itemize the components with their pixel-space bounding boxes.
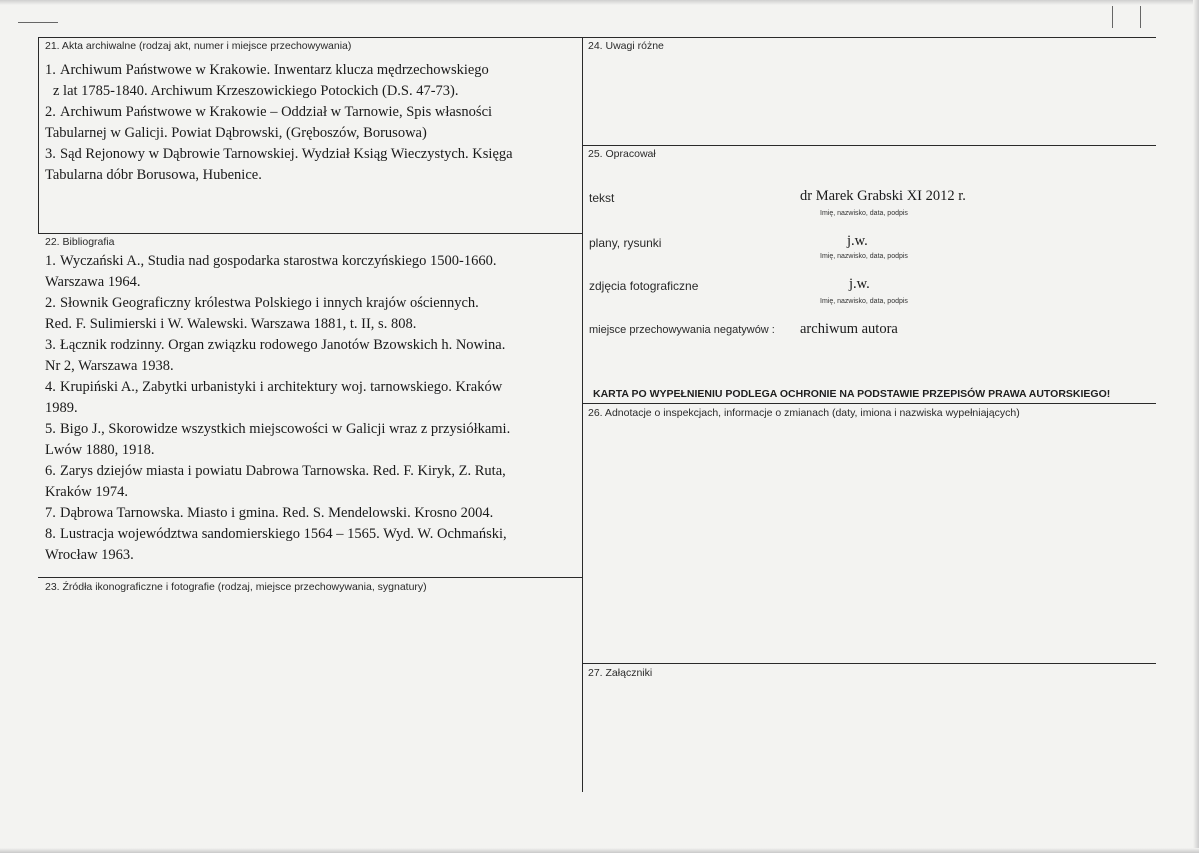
rule-s23 bbox=[38, 577, 582, 578]
bibliography-list bbox=[45, 251, 510, 566]
bibliography-item-cont: Wrocław 1963. bbox=[45, 547, 134, 563]
archive-item-cont: Tabularnej w Galicji. Powiat Dąbrowski, (Gręboszów, Borusowa) bbox=[45, 125, 427, 141]
tekst-value: dr Marek Grabski XI 2012 r. bbox=[800, 188, 966, 204]
section-27-label: 27. Załączniki bbox=[588, 667, 653, 679]
archive-item-cont: z lat 1785-1840. Archiwum Krzeszowickiego Potockich (D.S. 47-73). bbox=[53, 83, 459, 99]
rule-s26 bbox=[582, 403, 1156, 404]
section-22-label: 22. Bibliografia bbox=[45, 236, 115, 248]
archives-list bbox=[45, 60, 513, 186]
scan-edge-top bbox=[0, 0, 1199, 5]
corner-mark bbox=[18, 22, 58, 23]
archive-item-cont: Tabularna dóbr Borusowa, Hubenice. bbox=[45, 167, 262, 183]
bibliography-item: 8. Lustracja województwa sandomierskiego 1564 – 1565. Wyd. W. Ochmański, bbox=[45, 526, 507, 542]
copyright-notice: KARTA PO WYPEŁNIENIU PODLEGA OCHRONIE NA PODSTAWIE PRZEPISÓW PRAWA AUTORSKIEGO! bbox=[593, 388, 1111, 400]
section-24-label: 24. Uwagi różne bbox=[588, 40, 664, 52]
center-divider bbox=[582, 37, 583, 792]
bibliography-item: 6. Zarys dziejów miasta i powiatu Dabrowa Tarnowska. Red. F. Kiryk, Z. Ruta, bbox=[45, 463, 506, 479]
negatywy-value: archiwum autora bbox=[800, 321, 898, 337]
bibliography-item: 7. Dąbrowa Tarnowska. Miasto i gmina. Red. S. Mendelowski. Krosno 2004. bbox=[45, 505, 494, 521]
bibliography-item-cont: Lwów 1880, 1918. bbox=[45, 442, 155, 458]
negatywy-label: miejsce przechowywania negatywów : bbox=[589, 324, 775, 336]
bibliography-item-cont: Red. F. Sulimierski i W. Walewski. Warszawa 1881, t. II, s. 808. bbox=[45, 316, 417, 332]
section-23-label: 23. Źródła ikonograficzne i fotografie (rodzaj, miejsce przechowywania, sygnatury) bbox=[45, 581, 427, 593]
plany-value: j.w. bbox=[847, 233, 868, 249]
scan-edge-bottom bbox=[0, 848, 1199, 853]
plany-label: plany, rysunki bbox=[589, 236, 662, 250]
bibliography-item: 5. Bigo J., Skorowidze wszystkich miejscowości w Galicji wraz z przysiółkami. bbox=[45, 421, 511, 437]
bibliography-item: 4. Krupiński A., Zabytki urbanistyki i architektury woj. tarnowskiego. Kraków bbox=[45, 379, 503, 395]
bibliography-item: 3. Łącznik rodzinny. Organ związku rodowego Janotów Bzowskich h. Nowina. bbox=[45, 337, 506, 353]
bibliography-item-cont: Nr 2, Warszawa 1938. bbox=[45, 358, 174, 374]
rule-s25 bbox=[582, 145, 1156, 146]
top-rule bbox=[38, 37, 1156, 38]
rule-s22 bbox=[38, 233, 582, 234]
zdjecia-hint: Imię, nazwisko, data, podpis bbox=[820, 298, 908, 305]
section-26-label: 26. Adnotacje o inspekcjach, informacje o zmianach (daty, imiona i nazwiska wypełniających) bbox=[588, 407, 1020, 419]
section-21-label: 21. Akta archiwalne (rodzaj akt, numer i miejsce przechowywania) bbox=[45, 40, 352, 52]
archive-item: 3. Sąd Rejonowy w Dąbrowie Tarnowskiej. Wydział Ksiąg Wieczystych. Księga bbox=[45, 146, 513, 162]
zdjecia-value: j.w. bbox=[849, 276, 870, 292]
plany-hint: Imię, nazwisko, data, podpis bbox=[820, 253, 908, 260]
bibliography-item-cont: Warszawa 1964. bbox=[45, 274, 141, 290]
scan-edge-right bbox=[1193, 0, 1199, 853]
tekst-hint: Imię, nazwisko, data, podpis bbox=[820, 210, 908, 217]
zdjecia-label: zdjęcia fotograficzne bbox=[589, 279, 699, 293]
bibliography-item-cont: Kraków 1974. bbox=[45, 484, 128, 500]
bibliography-item: 2. Słownik Geograficzny królestwa Polskiego i innych krajów ościennych. bbox=[45, 295, 479, 311]
rule-s27 bbox=[582, 663, 1156, 664]
corner-mark-right bbox=[1112, 6, 1113, 28]
left-border-s21 bbox=[38, 37, 39, 233]
corner-mark-right-2 bbox=[1140, 6, 1141, 28]
bibliography-item: 1. Wyczański A., Studia nad gospodarka starostwa korczyńskiego 1500-1660. bbox=[45, 253, 497, 269]
bibliography-item-cont: 1989. bbox=[45, 400, 78, 416]
archive-item: 1. Archiwum Państwowe w Krakowie. Inwentarz klucza mędrzechowskiego bbox=[45, 62, 489, 78]
section-25-label: 25. Opracował bbox=[588, 148, 656, 160]
tekst-label: tekst bbox=[589, 191, 615, 205]
archive-item: 2. Archiwum Państwowe w Krakowie – Oddział w Tarnowie, Spis własności bbox=[45, 104, 493, 120]
